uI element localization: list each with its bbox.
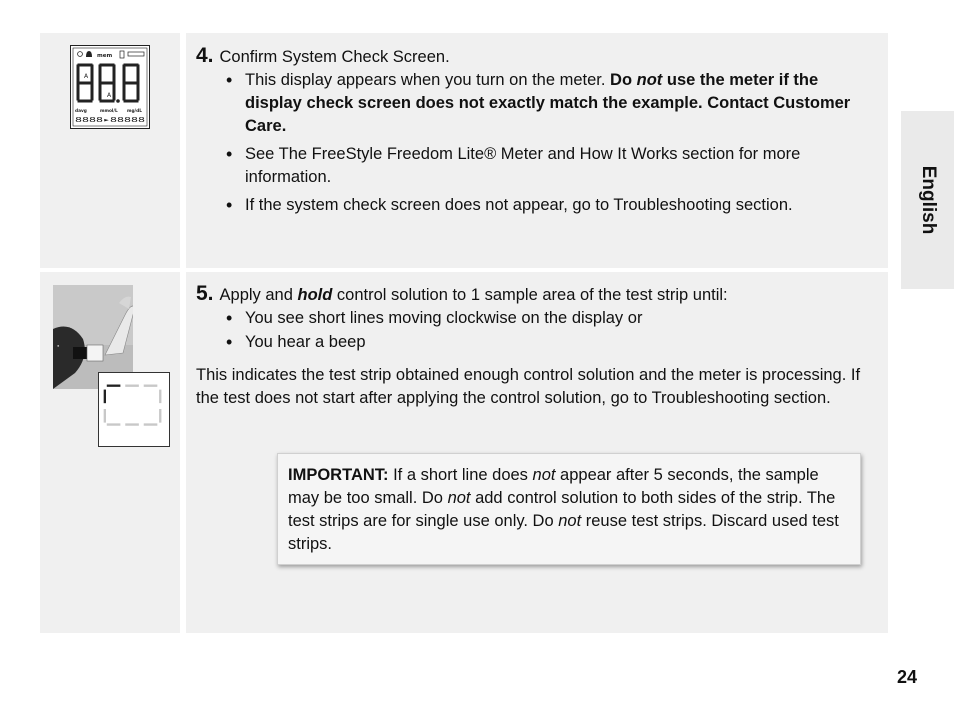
display-short-lines-illustration [98,372,170,447]
step-4-title: Confirm System Check Screen. [219,48,450,66]
step-4-bullet-3: • If the system check screen does not appear, go to Troubleshooting section. [226,194,876,217]
language-tab-label: English [917,165,939,235]
step-4-bullet-2: • See The FreeStyle Freedom Lite® Meter and How It Works section for more information. [226,143,876,189]
language-tab [901,111,954,289]
small-digits: 8888▸88888 [75,116,145,124]
step-5-paragraph: This indicates the test strip obtained enough control solution and the meter is processing. If the test does not start after applying the control solution, go to Troubleshooting section. [196,366,861,407]
svg-text:A: A [107,92,112,99]
step-5: 5. Apply and hold control solution to 1 sample area of the test strip until: • You see short lines moving clockwise on the display or • You hear a beep [196,282,876,354]
mem-label: mem [97,53,113,59]
svg-text:●: ● [57,343,60,348]
important-note: IMPORTANT: If a short line does not appear after 5 seconds, the sample may be too small. Do not add control solution to both sides of the strip. The test strips are for single use only. Do not reuse test strips. Discard used test strips. [277,453,861,565]
mmol-unit: mmol/L [100,109,118,114]
svg-text:A: A [84,73,89,80]
step-5-number: 5. [196,282,214,305]
step-4-number: 4. [196,44,214,67]
step-5-bullet-1: • You see short lines moving clockwise on the display or [226,307,876,330]
step-4-bullet-1: • This display appears when you turn on the meter. Do not use the meter if the display check screen does not exactly match the example. Contact Customer Care. [226,69,876,138]
important-label: IMPORTANT: [288,466,389,484]
davg-label: davg [75,109,87,114]
mg-unit: mg/dL [127,109,142,114]
page-number: 24 [897,667,918,687]
system-check-display-illustration [70,45,150,129]
step-4 [196,44,876,217]
step-5-bullet-2: • You hear a beep [226,331,876,354]
